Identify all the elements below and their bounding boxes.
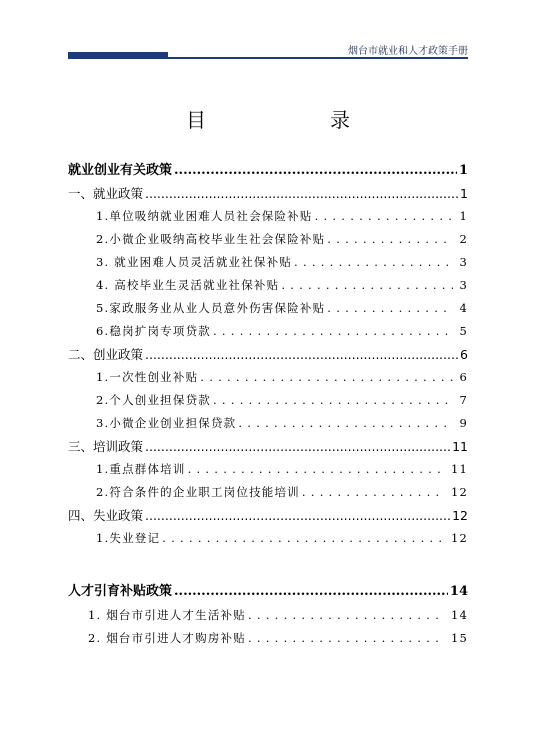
toc-item[interactable] <box>68 274 468 297</box>
toc-page-number: 9 <box>459 416 468 430</box>
toc-page-number: 14 <box>449 584 468 599</box>
page-header <box>68 36 468 58</box>
toc-section-training-policy[interactable] <box>68 435 468 458</box>
toc-leader <box>188 458 445 481</box>
toc-item-label: 4. 高校毕业生灵活就业社保补贴 <box>96 278 280 292</box>
toc-page-number: 1 <box>459 209 468 223</box>
toc-item-label: 1. 烟台市引进人才生活补贴 <box>88 608 246 622</box>
toc-item-label: 3. 就业困难人员灵活就业社保补贴 <box>96 255 293 269</box>
toc-leader <box>294 251 453 274</box>
toc-page-number: 6 <box>459 370 468 384</box>
toc-item[interactable] <box>68 604 468 627</box>
toc-item[interactable] <box>68 228 468 251</box>
toc-leader <box>174 160 457 182</box>
toc-page-number: 3 <box>459 255 468 269</box>
toc-item-label: 1.失业登记 <box>96 531 161 545</box>
toc-part-label: 人才引育补贴政策 <box>68 584 173 599</box>
toc-page-number: 12 <box>450 485 468 499</box>
toc-item[interactable] <box>68 389 468 412</box>
toc-leader <box>238 412 453 435</box>
toc-leader <box>200 366 453 389</box>
toc-leader <box>315 205 454 228</box>
toc-part-label: 就业创业有关政策 <box>68 163 173 178</box>
header-title: 烟台市就业和人才政策手册 <box>348 46 468 57</box>
toc-page-number: 3 <box>459 278 468 292</box>
toc-page-number: 15 <box>450 631 468 645</box>
toc-leader <box>174 580 448 604</box>
toc-leader <box>145 504 450 527</box>
toc-item-label: 1.重点群体培训 <box>96 462 186 476</box>
toc-item-label: 2.个人创业担保贷款 <box>96 393 211 407</box>
toc-leader <box>145 435 450 458</box>
toc-page-number: 12 <box>452 508 468 523</box>
toc-item[interactable] <box>68 458 468 481</box>
toc-leader <box>248 604 445 627</box>
toc-item-label: 2.小微企业吸纳高校毕业生社会保险补贴 <box>96 232 326 246</box>
toc-item[interactable] <box>68 251 468 274</box>
toc-page-number: 4 <box>459 301 468 315</box>
toc-page-number: 5 <box>459 324 468 338</box>
toc-part-talent[interactable] <box>68 580 468 604</box>
toc-item[interactable] <box>68 205 468 228</box>
toc-section-label: 二、创业政策 <box>68 347 144 362</box>
toc-leader <box>327 228 453 251</box>
page-title: 目 录 <box>186 108 378 132</box>
toc-page-number: 6 <box>460 347 468 362</box>
toc-item-label: 2.符合条件的企业职工岗位技能培训 <box>96 485 300 499</box>
toc-leader <box>213 320 453 343</box>
section-spacer <box>68 550 468 580</box>
toc-page-number: 11 <box>450 462 468 476</box>
toc-leader <box>248 627 445 650</box>
toc-leader <box>145 182 458 205</box>
toc-item-label: 1.单位吸纳就业困难人员社会保险补贴 <box>96 209 313 223</box>
toc-item[interactable] <box>68 627 468 650</box>
toc-page-number: 1 <box>458 163 468 178</box>
toc-item-label: 6.稳岗扩岗专项贷款 <box>96 324 211 338</box>
toc-item[interactable] <box>68 320 468 343</box>
toc-leader <box>213 389 453 412</box>
toc-page-number: 2 <box>459 232 468 246</box>
toc-page-number: 14 <box>450 608 468 622</box>
toc-section-label: 四、失业政策 <box>68 508 144 523</box>
header-rule-thin <box>68 57 468 59</box>
toc-leader <box>162 527 445 550</box>
toc-page-number: 12 <box>450 531 468 545</box>
toc-leader <box>302 481 445 504</box>
toc-section-label: 一、就业政策 <box>68 186 144 201</box>
toc-part-employment[interactable] <box>68 160 468 182</box>
table-of-contents <box>68 160 468 650</box>
toc-page-number: 11 <box>452 439 468 454</box>
toc-page-number: 7 <box>459 393 468 407</box>
toc-leader <box>145 343 458 366</box>
toc-item-label: 3.小微企业创业担保贷款 <box>96 416 237 430</box>
toc-page-number: 1 <box>460 186 468 201</box>
toc-item[interactable] <box>68 412 468 435</box>
toc-item-label: 1.一次性创业补贴 <box>96 370 199 384</box>
toc-item[interactable] <box>68 481 468 504</box>
toc-item[interactable] <box>68 366 468 389</box>
toc-leader <box>327 297 453 320</box>
toc-section-entrepreneurship-policy[interactable] <box>68 343 468 366</box>
toc-item[interactable] <box>68 297 468 320</box>
toc-item[interactable] <box>68 527 468 550</box>
toc-item-label: 5.家政服务业从业人员意外伤害保险补贴 <box>96 301 326 315</box>
toc-section-unemployment-policy[interactable] <box>68 504 468 527</box>
toc-leader <box>281 274 453 297</box>
toc-item-label: 2. 烟台市引进人才购房补贴 <box>88 631 246 645</box>
toc-section-label: 三、培训政策 <box>68 439 144 454</box>
toc-section-employment-policy[interactable] <box>68 182 468 205</box>
